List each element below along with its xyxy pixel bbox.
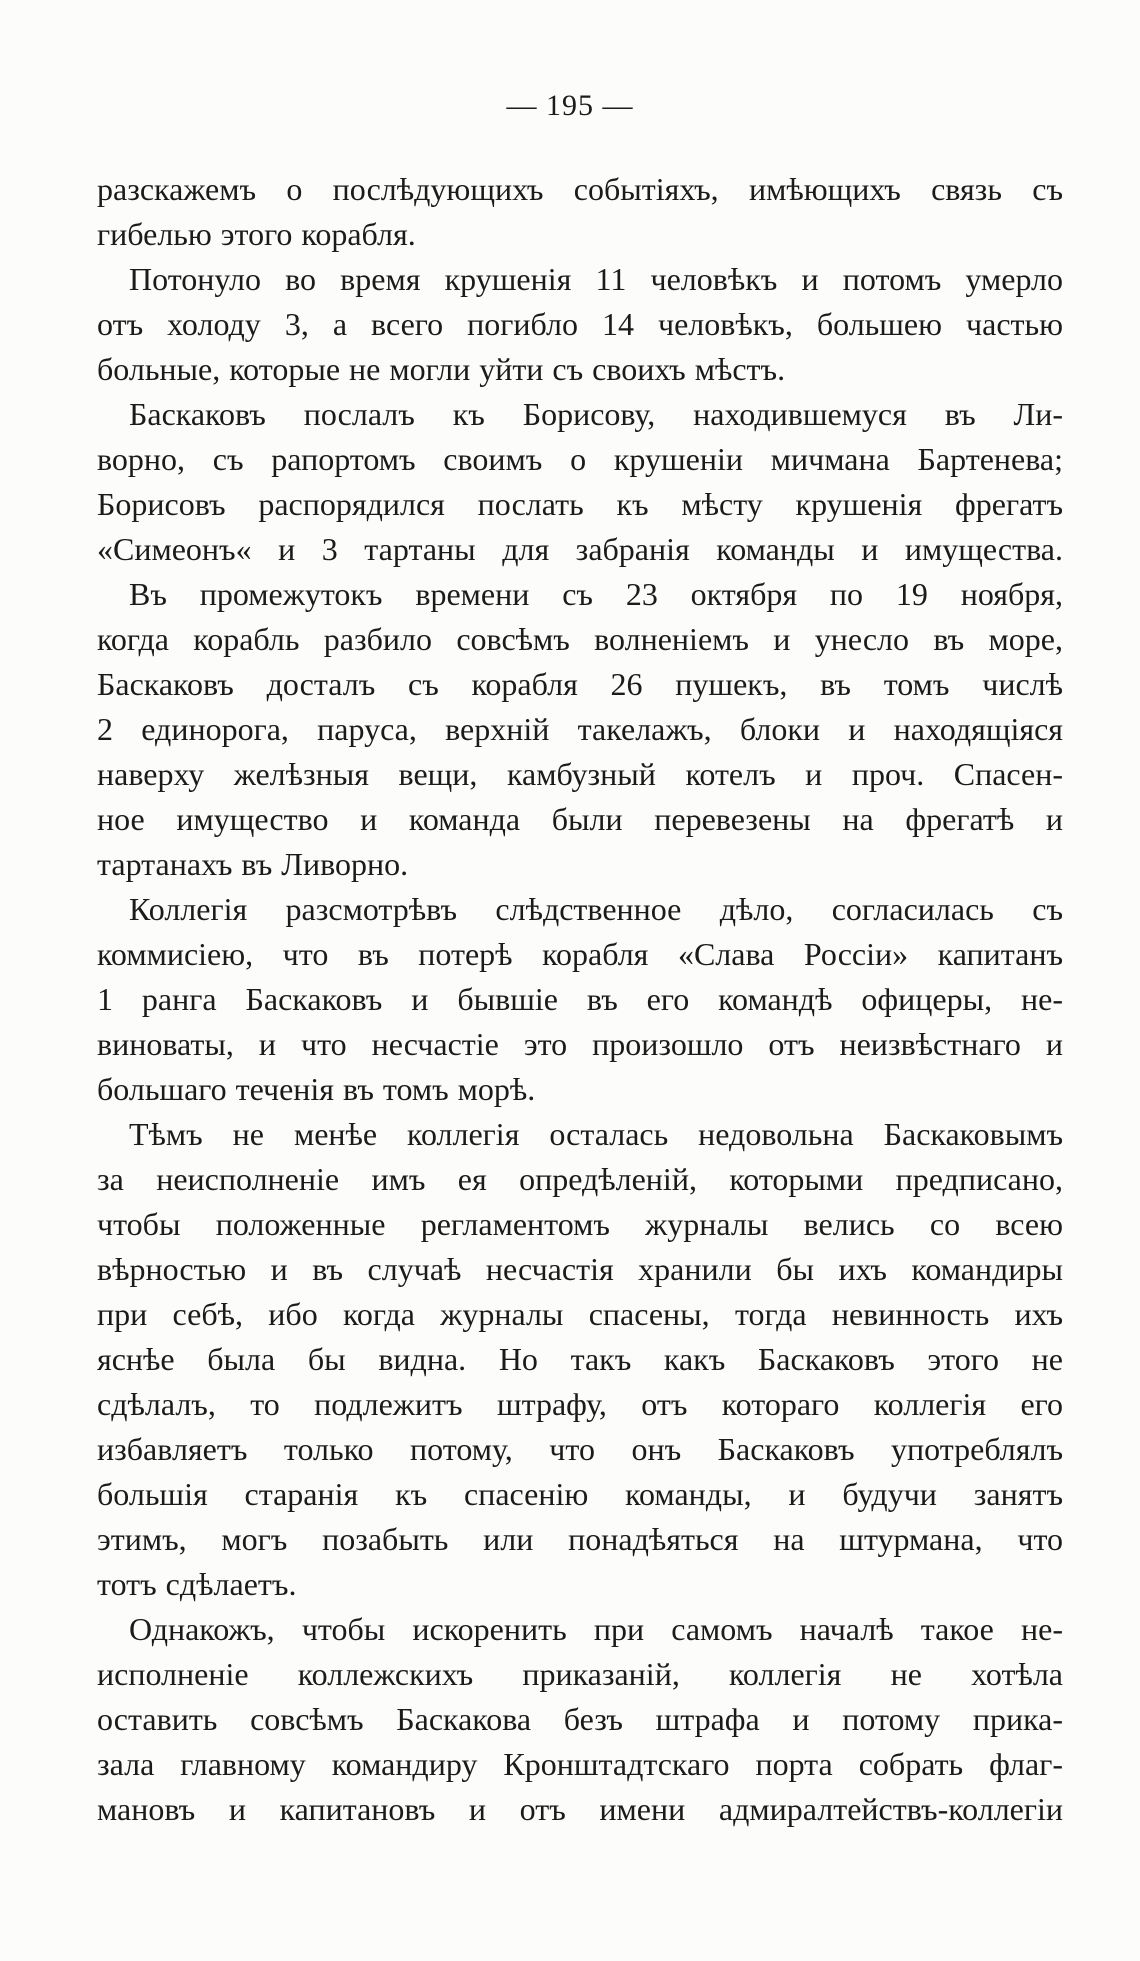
text-line: исполненіе коллежскихъ приказаній, коллегія не хотѣла <box>97 1656 1063 1692</box>
text-line: «Симеонъ« и 3 тартаны для забранія команды и имущества. <box>97 531 1063 567</box>
text-line: чтобы положенные регламентомъ журналы велись со всею <box>97 1206 1063 1242</box>
paragraph <box>97 572 1063 887</box>
text-line: яснѣе была бы видна. Но такъ какъ Баскаковъ этого не <box>97 1341 1063 1377</box>
paragraph <box>97 1112 1063 1607</box>
text-line: сдѣлалъ, то подлежитъ штрафу, отъ котораго коллегія его <box>97 1386 1063 1422</box>
text-line: Коллегія разсмотрѣвъ слѣдственное дѣло, согласилась съ <box>129 891 1063 927</box>
text-line: тартанахъ въ Ливорно. <box>97 846 409 882</box>
paragraph <box>97 887 1063 1112</box>
text-line: мановъ и капитановъ и отъ имени адмиралтействъ-коллегіи <box>97 1791 1063 1827</box>
text-line: Тѣмъ не менѣе коллегія осталась недовольна Баскаковымъ <box>129 1116 1063 1152</box>
text-line: 1 ранга Баскаковъ и бывшіе въ его командѣ офицеры, не- <box>97 981 1063 1017</box>
text-line: большія старанія къ спасенію команды, и будучи занятъ <box>97 1476 1063 1512</box>
text-line: ное имущество и команда были перевезены на фрегатѣ и <box>97 801 1063 837</box>
text-line: разскажемъ о послѣдующихъ событіяхъ, имѣющихъ связь съ <box>97 171 1063 207</box>
page-number: — 195 — <box>506 89 634 122</box>
text-line: избавляетъ только потому, что онъ Баскаковъ употреблялъ <box>97 1431 1063 1467</box>
text-line: Однакожъ, чтобы искоренить при самомъ началѣ такое не- <box>129 1611 1063 1647</box>
text-line: этимъ, могъ позабыть или понадѣяться на штурмана, что <box>97 1521 1063 1557</box>
paragraph <box>97 1607 1063 1832</box>
text-line: тотъ сдѣлаетъ. <box>97 1566 297 1602</box>
text-line: зала главному командиру Кронштадтскаго порта собрать флаг- <box>97 1746 1063 1782</box>
text-line: Баскаковъ послалъ къ Борисову, находившемуся въ Ли- <box>129 396 1063 432</box>
text-line: гибелью этого корабля. <box>97 216 416 252</box>
text-line: Въ промежутокъ времени съ 23 октября по 19 ноября, <box>129 576 1063 612</box>
text-line: за неисполненіе имъ ея опредѣленій, которыми предписано, <box>97 1161 1063 1197</box>
text-line: вѣрностью и въ случаѣ несчастія хранили бы ихъ командиры <box>97 1251 1063 1287</box>
paragraph <box>97 257 1063 392</box>
paragraph <box>97 392 1063 572</box>
text-line: оставить совсѣмъ Баскакова безъ штрафа и потому прика- <box>97 1701 1063 1737</box>
text-line: Борисовъ распорядился послать къ мѣсту крушенія фрегатъ <box>97 486 1063 522</box>
text-line: виноваты, и что несчастіе это произошло отъ неизвѣстнаго и <box>97 1026 1063 1062</box>
text-line: коммисіею, что въ потерѣ корабля «Слава Россіи» капитанъ <box>97 936 1063 972</box>
text-line: при себѣ, ибо когда журналы спасены, тогда невинность ихъ <box>97 1296 1063 1332</box>
text-line: ворно, съ рапортомъ своимъ о крушеніи мичмана Бартенева; <box>97 441 1063 477</box>
text-line: когда корабль разбило совсѣмъ волненіемъ и унесло въ море, <box>97 621 1063 657</box>
text-line: Потонуло во время крушенія 11 человѣкъ и потомъ умерло <box>129 261 1063 297</box>
text-line: больные, которые не могли уйти съ своихъ мѣстъ. <box>97 351 786 387</box>
text-line: большаго теченія въ томъ морѣ. <box>97 1071 536 1107</box>
text-line: 2 единорога, паруса, верхній такелажъ, блоки и находящіяся <box>97 711 1063 747</box>
page-body <box>97 167 1063 1832</box>
text-line: отъ холоду 3, а всего погибло 14 человѣкъ, большею частью <box>97 306 1063 342</box>
paragraph <box>97 167 1063 257</box>
text-line: наверху желѣзныя вещи, камбузный котелъ и проч. Спасен- <box>97 756 1063 792</box>
text-line: Баскаковъ досталъ съ корабля 26 пушекъ, въ томъ числѣ <box>97 666 1063 702</box>
